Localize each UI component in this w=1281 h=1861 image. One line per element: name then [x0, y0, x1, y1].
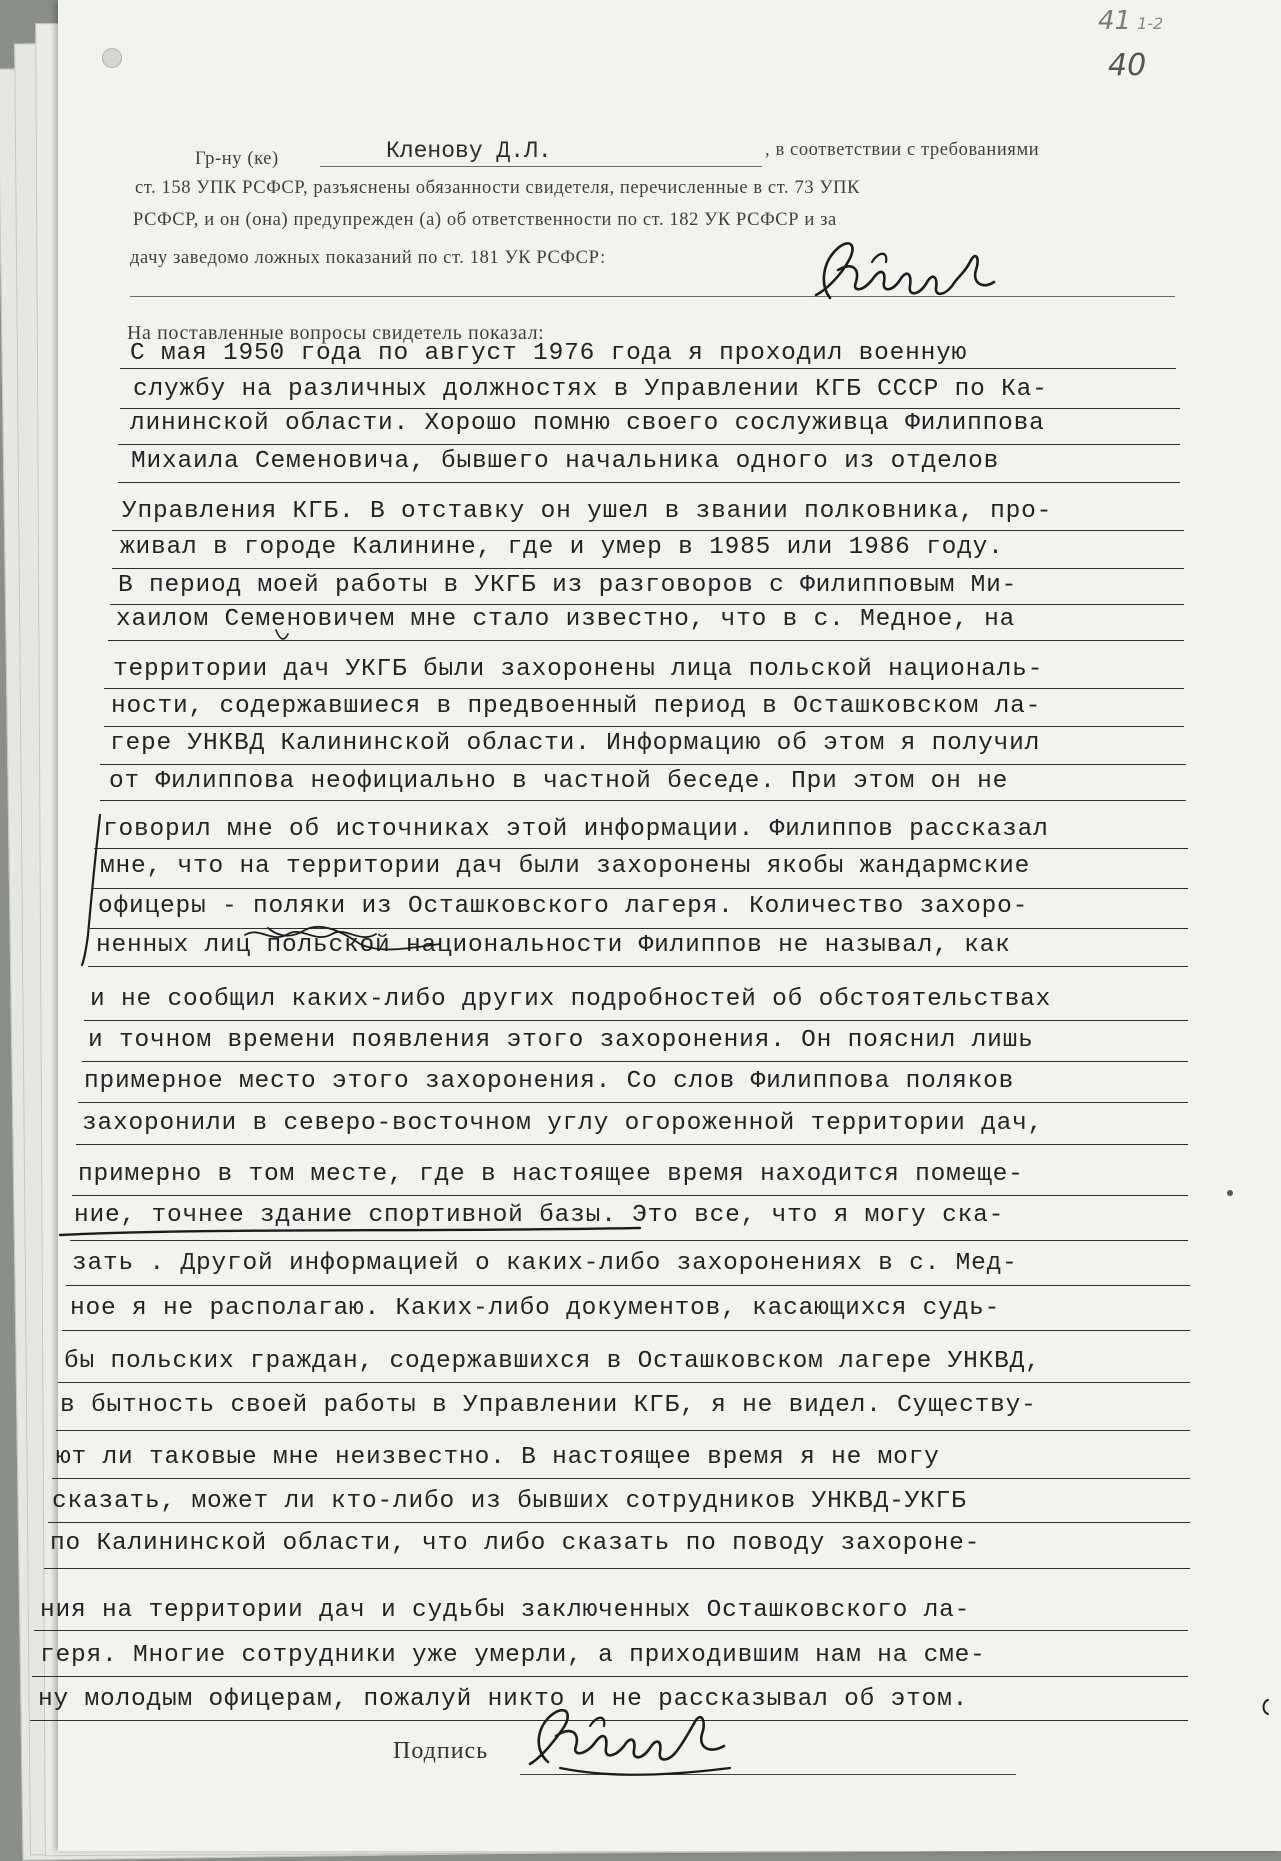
sheet-number: 40	[1108, 48, 1147, 83]
testimony-line: геря. Многие сотрудники уже умерли, а приходившим нам на сме-	[40, 1642, 986, 1669]
testimony-line: лининской области. Хорошо помню своего сослуживца Филиппова	[130, 410, 1045, 437]
signature-label: Подпись	[393, 1738, 489, 1764]
testimony-line: по Калининской области, что либо сказать по поводу захороне-	[50, 1530, 981, 1557]
testimony-line: ют ли таковые мне неизвестно. В настоящее время я не могу	[56, 1444, 940, 1471]
testimony-line: мне, что на территории дач были захоронены якобы жандармские	[100, 853, 1031, 880]
wavy-underline	[245, 932, 376, 937]
testimony-line: в бытность своей работы в Управлении КГБ, я не видел. Существу-	[60, 1392, 1037, 1419]
witness-name: Кленову Д.Л.	[386, 138, 552, 164]
form-line-3: РСФСР, и он (она) предупрежден (а) об ответственности по ст. 182 УК РСФСР и за	[133, 210, 837, 230]
edge-mark	[1264, 1700, 1269, 1714]
testimony-line: службу на различных должностях в Управлении КГБ СССР по Ка-	[133, 376, 1048, 403]
testimony-line: ненных лиц польской национальности Филиппов не называл, как	[96, 932, 1011, 959]
testimony-line: живал в городе Калинине, где и умер в 1985 или 1986 году.	[120, 534, 1004, 561]
testimony-line: и точном времени появления этого захоронения. Он пояснил лишь	[88, 1027, 1034, 1054]
testimony-line: зать . Другой информацией о каких-либо захоронениях в с. Мед-	[72, 1250, 1018, 1277]
testimony-line: ние, точнее здание спортивной базы. Это все, что я могу ска-	[74, 1202, 1005, 1229]
testimony-line: В период моей работы в УКГБ из разговоров с Филипповым Ми-	[118, 572, 1018, 599]
testimony-line: сказать, может ли кто-либо из бывших сотрудников УНКВД-УКГБ	[52, 1488, 967, 1515]
prior-sheet-number: 41 1-2	[1098, 6, 1164, 36]
testimony-line: Управления КГБ. В отставку он ушел в звании полковника, про-	[122, 498, 1053, 525]
form-prefix: Гр-ну (ке)	[195, 149, 279, 169]
testimony-line: ности, содержавшиеся в предвоенный период в Осташковском ла-	[111, 693, 1042, 720]
testimony-line: Михаила Семеновича, бывшего начальника одного из отделов	[131, 448, 1000, 475]
witness-signature-1	[816, 243, 994, 298]
form-line-4: дачу заведомо ложных показаний по ст. 181 УК РСФСР:	[130, 248, 606, 268]
marker-underline	[60, 1228, 640, 1235]
testimony-line: офицеры - поляки из Осташковского лагеря. Количество захоро-	[98, 893, 1029, 920]
margin-bracket	[82, 815, 100, 965]
testimony-line: примерное место этого захоронения. Со слов Филиппова поляков	[84, 1068, 1015, 1095]
testimony-line: гере УНКВД Калининской области. Информацию об этом я получил	[110, 730, 1041, 757]
form-line-1: , в соответствии с требованиями	[765, 140, 1040, 160]
testimony-intro: На поставленные вопросы свидетель показал:	[127, 322, 545, 344]
margin-dot	[1227, 1190, 1233, 1196]
testimony-line: говорил мне об источниках этой информации. Филиппов рассказал	[103, 816, 1049, 843]
testimony-line: примерно в том месте, где в настоящее время находится помеще-	[78, 1161, 1024, 1188]
testimony-line: ния на территории дач и судьбы заключенных Осташковского ла-	[40, 1597, 971, 1624]
witness-signature-2	[530, 1710, 730, 1775]
testimony-line: бы польских граждан, содержавшихся в Осташковском лагере УНКВД,	[64, 1348, 1041, 1375]
testimony-line: хаилом Семеновичем мне стало известно, что в с. Медное, на	[116, 606, 1016, 633]
form-line-2: ст. 158 УПК РСФСР, разъяснены обязанности свидетеля, перечисленные в ст. 73 УПК	[135, 178, 860, 198]
testimony-line: захоронили в северо-восточном углу огороженной территории дач,	[82, 1110, 1044, 1137]
testimony-line: С мая 1950 года по август 1976 года я проходил военную	[130, 340, 968, 367]
testimony-line: ное я не располагаю. Каких-либо документов, касающихся судь-	[70, 1295, 1001, 1322]
testimony-line: и не сообщил каких-либо других подробностей об обстоятельствах	[90, 986, 1052, 1013]
testimony-line: территории дач УКГБ были захоронены лица польской националь-	[113, 656, 1044, 683]
testimony-line: от Филиппова неофициально в частной беседе. При этом он не	[109, 768, 1009, 795]
testimony-line: ну молодым офицерам, пожалуй никто и не рассказывал об этом.	[38, 1686, 969, 1713]
